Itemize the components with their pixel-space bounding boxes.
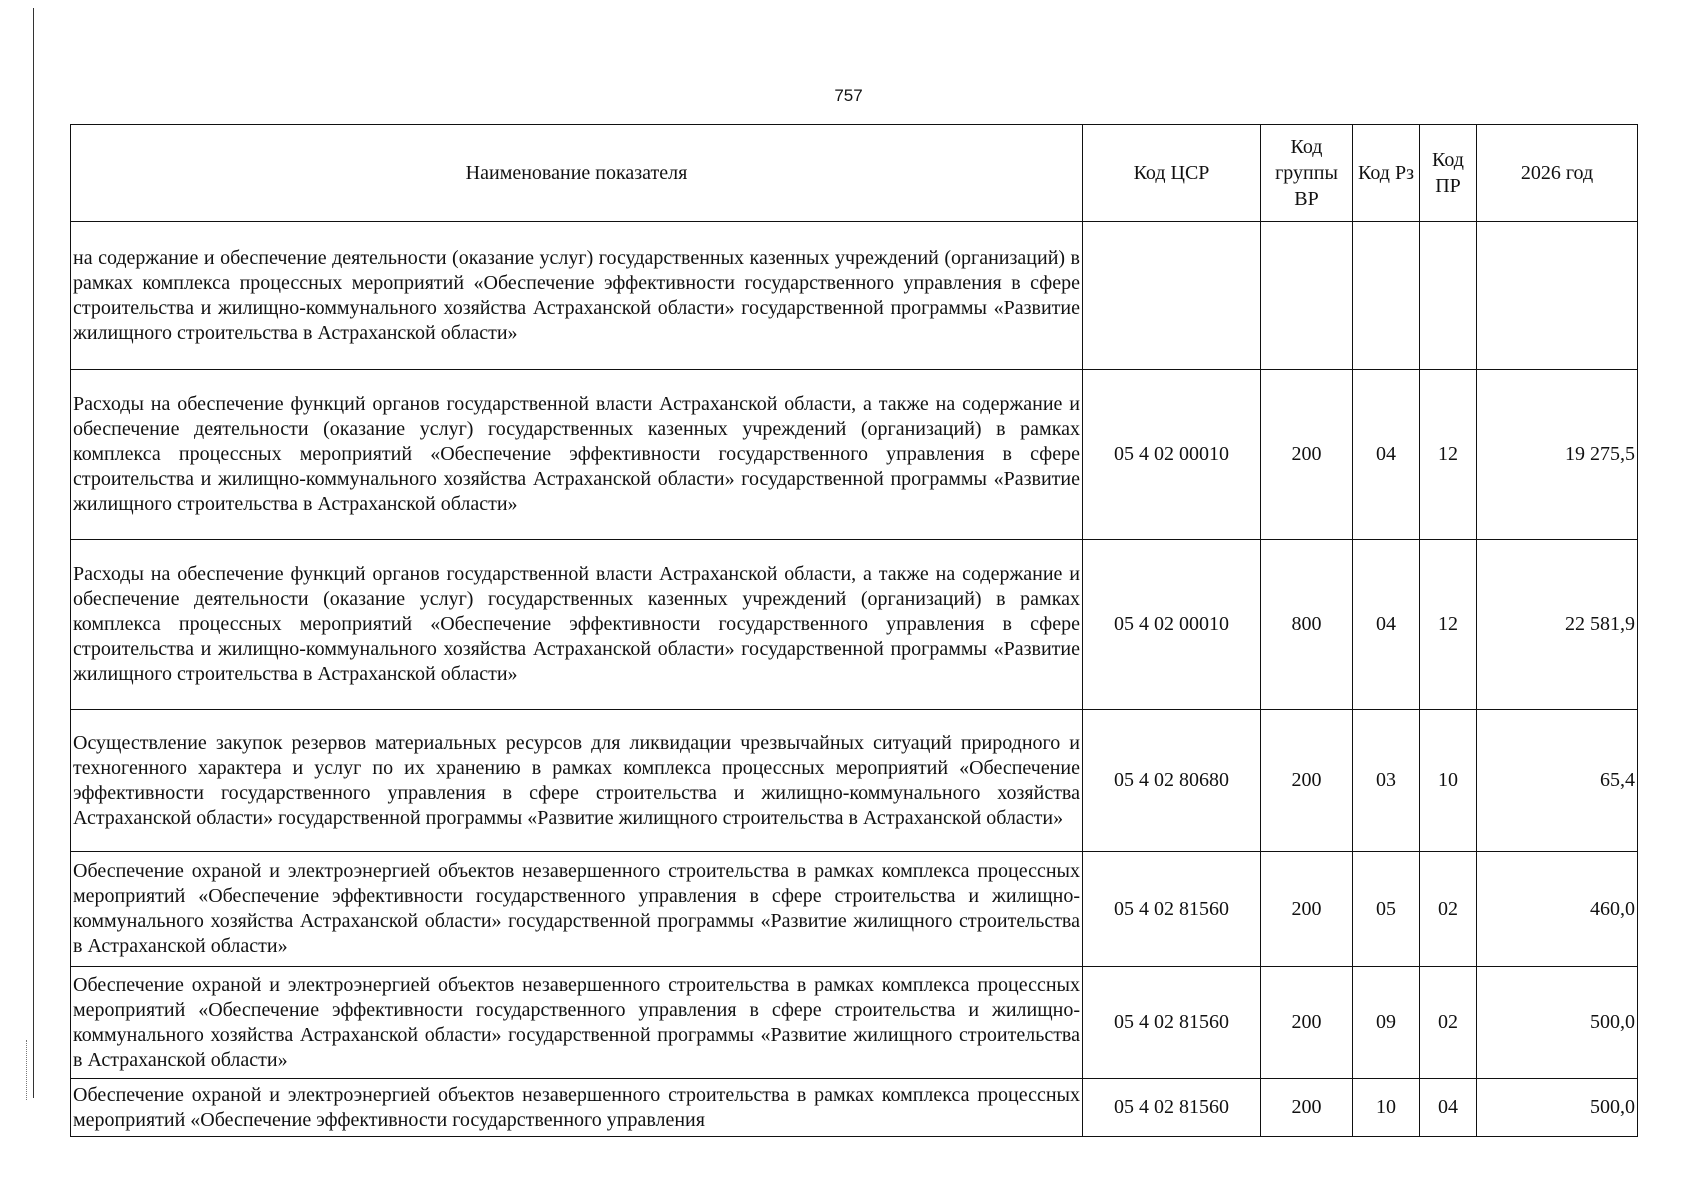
row-rz	[1353, 222, 1420, 370]
row-rz: 04	[1353, 540, 1420, 710]
table-row	[71, 540, 1638, 710]
table-row	[71, 852, 1638, 967]
row-group: 200	[1261, 370, 1353, 540]
table-row	[71, 967, 1638, 1079]
page-margin-rule	[33, 8, 34, 1098]
row-code: 05 4 02 00010	[1083, 540, 1261, 710]
header-group: Код группы ВР	[1261, 125, 1353, 222]
header-rz: Код Рз	[1353, 125, 1420, 222]
row-group	[1261, 222, 1353, 370]
row-amount: 19 275,5	[1477, 370, 1638, 540]
row-pr	[1420, 222, 1477, 370]
row-pr: 10	[1420, 710, 1477, 852]
row-rz: 03	[1353, 710, 1420, 852]
row-pr: 12	[1420, 370, 1477, 540]
row-rz: 05	[1353, 852, 1420, 967]
row-pr: 02	[1420, 852, 1477, 967]
scan-dots	[26, 1040, 29, 1100]
table-row	[71, 370, 1638, 540]
row-name: Расходы на обеспечение функций органов государственной власти Астраханской области, а также на содержание и обеспечение деятельности (оказание услуг) государственных казенных учреждений (организаций) в рамках комплекса процессных мероприятий «Обеспечение эффективности государственного управления в сфере строительства и жилищно-коммунального хозяйства Астраханской области» государственной программы «Развитие жилищного строительства в Астраханской области»	[71, 540, 1083, 710]
row-code: 05 4 02 81560	[1083, 852, 1261, 967]
header-name: Наименование показателя	[71, 125, 1083, 222]
row-pr: 02	[1420, 967, 1477, 1079]
row-name: Расходы на обеспечение функций органов государственной власти Астраханской области, а также на содержание и обеспечение деятельности (оказание услуг) государственных казенных учреждений (организаций) в рамках комплекса процессных мероприятий «Обеспечение эффективности государственного управления в сфере строительства и жилищно-коммунального хозяйства Астраханской области» государственной программы «Развитие жилищного строительства в Астраханской области»	[71, 370, 1083, 540]
row-group: 200	[1261, 710, 1353, 852]
row-name: Осуществление закупок резервов материальных ресурсов для ликвидации чрезвычайных ситуаций природного и техногенного характера и услуг по их хранению в рамках комплекса процессных мероприятий «Обеспечение эффективности государственного управления в сфере строительства и жилищно-коммунального хозяйства Астраханской области» государственной программы «Развитие жилищного строительства в Астраханской области»	[71, 710, 1083, 852]
row-amount: 22 581,9	[1477, 540, 1638, 710]
header-pr: Код ПР	[1420, 125, 1477, 222]
row-amount: 65,4	[1477, 710, 1638, 852]
row-code: 05 4 02 81560	[1083, 967, 1261, 1079]
row-code: 05 4 02 81560	[1083, 1079, 1261, 1137]
row-amount: 460,0	[1477, 852, 1638, 967]
row-rz: 10	[1353, 1079, 1420, 1137]
row-rz: 04	[1353, 370, 1420, 540]
row-code: 05 4 02 80680	[1083, 710, 1261, 852]
page-number: 757	[834, 86, 863, 105]
budget-table	[70, 124, 1638, 1137]
table-header-row	[71, 125, 1638, 222]
table-row	[71, 1079, 1638, 1137]
row-name: на содержание и обеспечение деятельности (оказание услуг) государственных казенных учреждений (организаций) в рамках комплекса процессных мероприятий «Обеспечение эффективности государственного управления в сфере строительства и жилищно-коммунального хозяйства Астраханской области» государственной программы «Развитие жилищного строительства в Астраханской области»	[71, 222, 1083, 370]
row-amount: 500,0	[1477, 967, 1638, 1079]
row-name: Обеспечение охраной и электроэнергией объектов незавершенного строительства в рамках комплекса процессных мероприятий «Обеспечение эффективности государственного управления в сфере строительства и жилищно-коммунального хозяйства Астраханской области» государственной программы «Развитие жилищного строительства в Астраханской области»	[71, 967, 1083, 1079]
row-pr: 04	[1420, 1079, 1477, 1137]
row-amount	[1477, 222, 1638, 370]
header-year: 2026 год	[1477, 125, 1638, 222]
row-name: Обеспечение охраной и электроэнергией объектов незавершенного строительства в рамках комплекса процессных мероприятий «Обеспечение эффективности государственного управления в сфере строительства и жилищно-коммунального хозяйства Астраханской области» государственной программы «Развитие жилищного строительства в Астраханской области»	[71, 852, 1083, 967]
row-pr: 12	[1420, 540, 1477, 710]
row-name: Обеспечение охраной и электроэнергией объектов незавершенного строительства в рамках комплекса процессных мероприятий «Обеспечение эффективности государственного управления	[71, 1079, 1083, 1137]
row-group: 200	[1261, 852, 1353, 967]
header-code: Код ЦСР	[1083, 125, 1261, 222]
row-amount: 500,0	[1477, 1079, 1638, 1137]
row-rz: 09	[1353, 967, 1420, 1079]
row-group: 200	[1261, 967, 1353, 1079]
row-code	[1083, 222, 1261, 370]
table-row	[71, 222, 1638, 370]
table-row	[71, 710, 1638, 852]
row-group: 200	[1261, 1079, 1353, 1137]
row-group: 800	[1261, 540, 1353, 710]
row-code: 05 4 02 00010	[1083, 370, 1261, 540]
